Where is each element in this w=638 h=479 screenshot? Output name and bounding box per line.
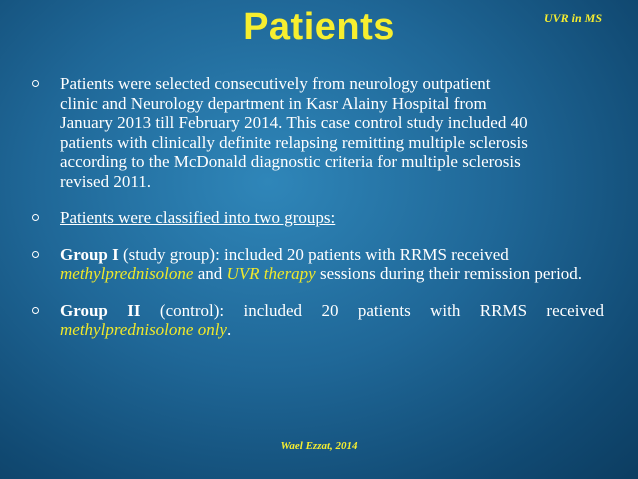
therapy-name: UVR therapy xyxy=(226,264,316,283)
bullet-selection xyxy=(22,74,604,191)
bullet-group-1 xyxy=(22,245,604,284)
bullet-list xyxy=(22,74,604,340)
group-2-line-2 xyxy=(60,320,604,340)
group-2-text: (control): included 20 patients with RRMS received xyxy=(140,300,604,320)
group-2-label: Group II xyxy=(60,300,141,320)
group-2-line xyxy=(60,301,604,321)
bullet-text: Patients were classified into two groups: xyxy=(60,208,336,227)
drug-only: methylprednisolone only xyxy=(60,320,227,339)
and-text: and xyxy=(193,264,227,283)
bullet-group-2 xyxy=(22,301,604,340)
footer-credit: Wael Ezzat, 2014 xyxy=(280,440,358,452)
group-1-text: (study group): included 20 patients with RRMS received xyxy=(118,244,509,264)
bullet-groups xyxy=(22,208,604,228)
bullet-circle-icon xyxy=(32,214,39,221)
bullet-circle-icon xyxy=(32,251,39,258)
drug-name: methylprednisolone xyxy=(60,264,194,283)
corner-tag: UVR in MS xyxy=(543,11,602,25)
group-1-text-end: sessions during their remission period. xyxy=(315,264,583,283)
bullet-circle-icon xyxy=(32,80,39,87)
group-1-label: Group I xyxy=(60,244,119,264)
bullet-circle-icon xyxy=(32,307,39,314)
bullet-text: Patients were selected consecutively from neurology outpatient clinic and Neurology department in Kasr Alainy Hospital from January 2013 till February 2014. This case control study included 40 patients with clinically definite relapsing remitting multiple sclerosis according to the McDonald diagnostic criteria for multiple sclerosis revised 2011. xyxy=(60,74,528,191)
period: . xyxy=(226,320,232,339)
slide-title: Patients xyxy=(243,6,395,48)
